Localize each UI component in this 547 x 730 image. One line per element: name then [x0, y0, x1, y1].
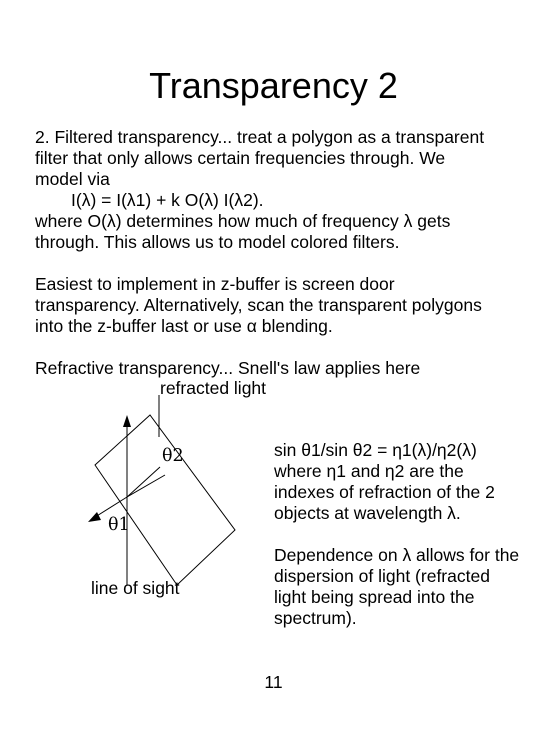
transparent-object-outline — [95, 415, 235, 585]
slide-title: Transparency 2 — [149, 65, 398, 106]
snell-line: sin θ1/sin θ2 = η1(λ)/η2(λ) — [274, 440, 477, 460]
incident-ray-continuation — [127, 467, 160, 497]
refracted-light-label: refracted light — [160, 378, 267, 398]
paragraph-line: transparency. Alternatively, scan the transparent polygons — [35, 295, 482, 315]
dispersion-line: spectrum). — [274, 608, 357, 628]
snell-line: indexes of refraction of the 2 — [274, 482, 495, 502]
incident-arrowhead-icon — [88, 512, 101, 522]
paragraph-line: into the z-buffer last or use α blending. — [35, 316, 333, 336]
paragraph-line: Easiest to implement in z-buffer is screen door — [35, 274, 395, 294]
filter-formula: I(λ) = I(λ1) + k O(λ) I(λ2). — [71, 190, 264, 210]
paragraph-line: filter that only allows certain frequencies through. We — [35, 148, 446, 168]
line-of-sight-label: line of sight — [91, 578, 180, 598]
paragraph-line: 2. Filtered transparency... treat a polygon as a transparent — [35, 127, 485, 147]
paragraph-line: through. This allows us to model colored filters. — [35, 232, 400, 252]
paragraph-line: where O(λ) determines how much of frequency λ gets — [35, 211, 451, 231]
paragraph-line: model via — [35, 169, 110, 189]
dispersion-line: light being spread into the — [274, 587, 475, 607]
normal-arrowhead-icon — [123, 415, 131, 427]
paragraph-line: Refractive transparency... Snell's law applies here — [35, 358, 421, 378]
theta1-label: θ1 — [108, 515, 130, 535]
snell-line: where η1 and η2 are the — [274, 461, 464, 481]
dispersion-line: Dependence on λ allows for the — [274, 545, 520, 565]
page-number: 11 — [264, 672, 283, 692]
snell-line: objects at wavelength λ. — [274, 503, 461, 523]
refracted-light-ray — [127, 475, 165, 497]
dispersion-line: dispersion of light (refracted — [274, 566, 490, 586]
theta2-label: θ2 — [162, 446, 184, 466]
